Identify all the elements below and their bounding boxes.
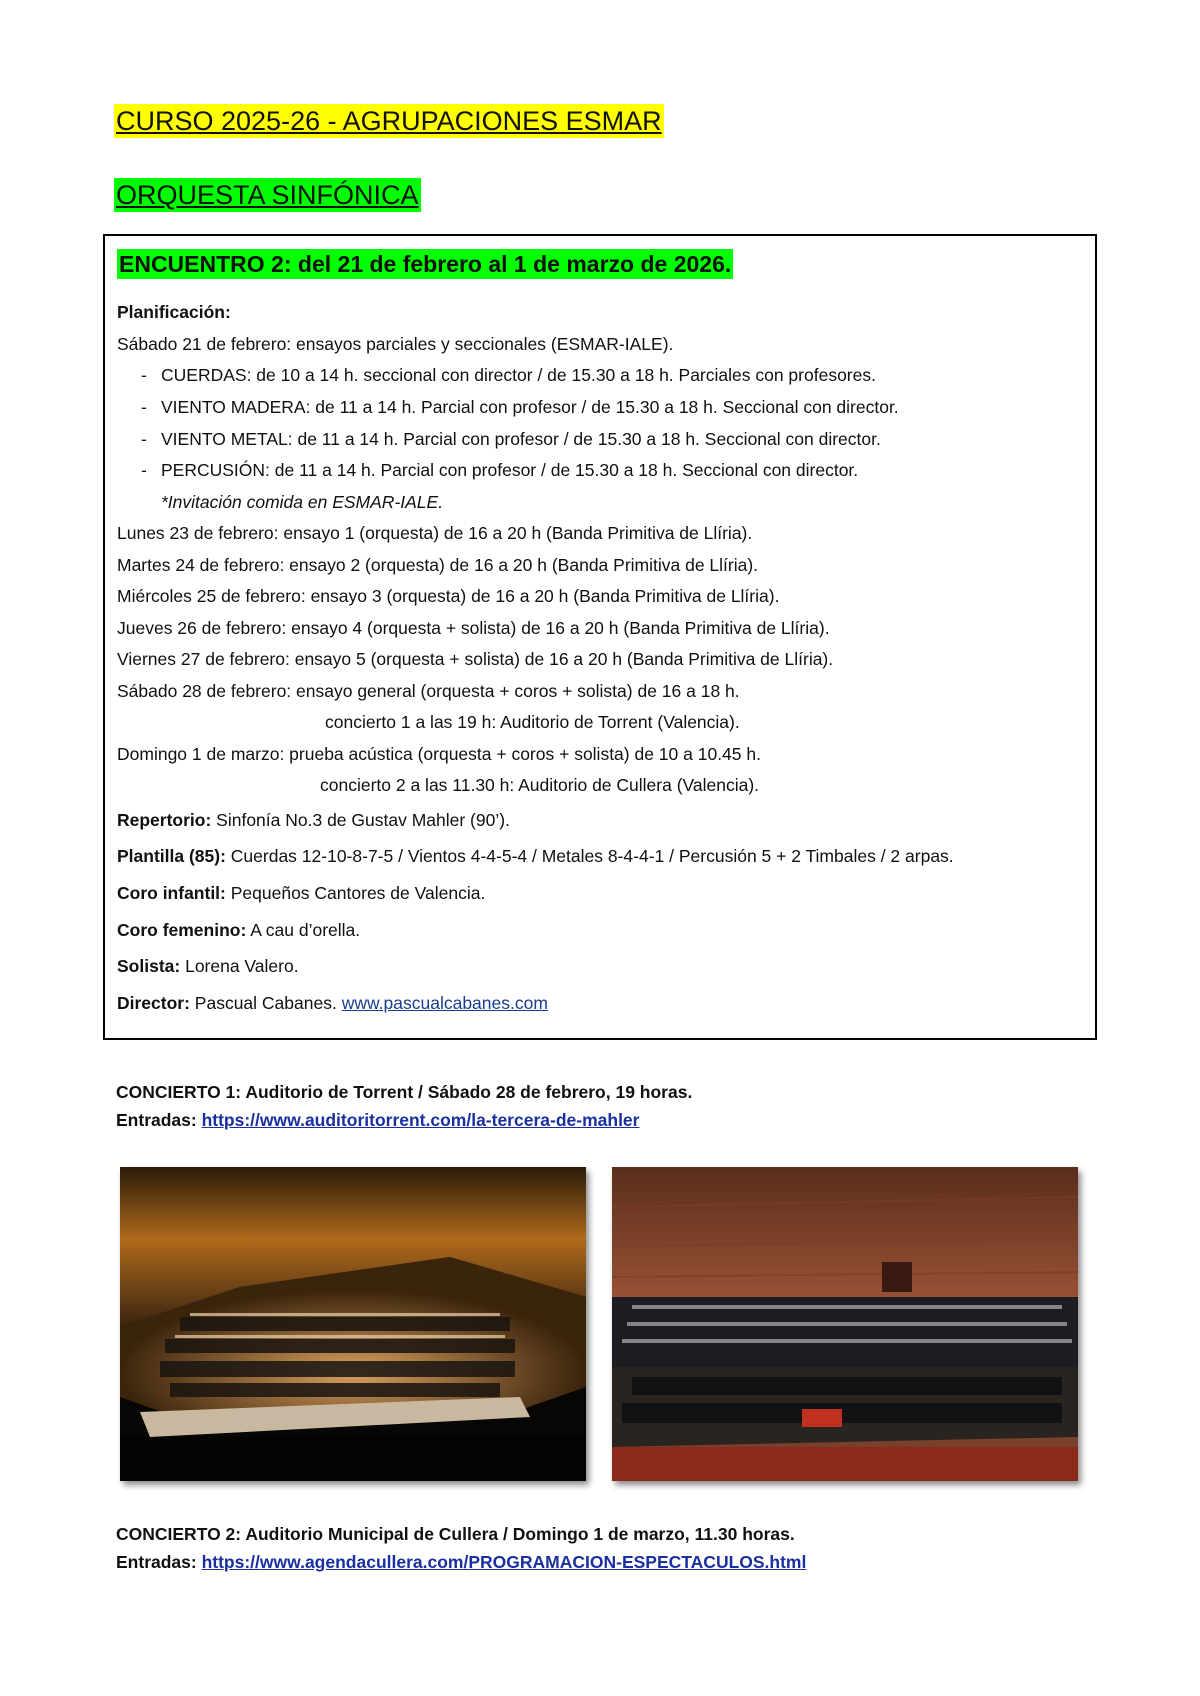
list-item: - PERCUSIÓN: de 11 a 14 h. Parcial con profesor / de 15.30 a 18 h. Seccional con director. (141, 460, 859, 480)
concert2-line: concierto 2 a las 11.30 h: Auditorio de Cullera (Valencia). (320, 775, 760, 795)
cullera-concert-photo (612, 1167, 1078, 1481)
concert2-tickets-link[interactable]: https://www.agendacullera.com/PROGRAMACION-ESPECTACULOS.html (201, 1552, 807, 1572)
staff: Plantilla (85): Cuerdas 12-10-8-7-5 / Vientos 4-4-5-4 / Metales 8-4-4-1 / Percusión 5 + 2 Timbales / 2 arpas. (117, 846, 954, 866)
concert1-line: concierto 1 a las 19 h: Auditorio de Torrent (Valencia). (325, 712, 740, 732)
planning-label: Planificación: (117, 302, 231, 322)
children-choir: Coro infantil: Pequeños Cantores de Valencia. (117, 883, 486, 903)
director-website-link[interactable]: www.pascualcabanes.com (341, 993, 548, 1013)
sunday-line: Domingo 1 de marzo: prueba acústica (orquesta + coros + solista) de 10 a 10.45 h. (117, 744, 761, 764)
rehearsal-line: Martes 24 de febrero: ensayo 2 (orquesta) de 16 a 20 h (Banda Primitiva de Llíria). (117, 555, 759, 575)
concert2-title: CONCIERTO 2: Auditorio Municipal de Cullera / Domingo 1 de marzo, 11.30 horas. (116, 1524, 795, 1544)
concert1-tickets-link[interactable]: https://www.auditoritorrent.com/la-tercera-de-mahler (201, 1110, 640, 1130)
director: Director: Pascual Cabanes. www.pascualcabanes.com (117, 993, 548, 1013)
rehearsal-line: Sábado 28 de febrero: ensayo general (orquesta + coros + solista) de 16 a 18 h. (117, 681, 740, 701)
encounter-title: ENCUENTRO 2: del 21 de febrero al 1 de marzo de 2026. (119, 251, 732, 277)
female-choir: Coro femenino: A cau d’orella. (117, 920, 361, 940)
concert1-title: CONCIERTO 1: Auditorio de Torrent / Sábado 28 de febrero, 19 horas. (116, 1082, 693, 1102)
torrent-concert-photo (120, 1167, 586, 1481)
list-item: - CUERDAS: de 10 a 14 h. seccional con director / de 15.30 a 18 h. Parciales con profesores. (141, 365, 876, 385)
course-title: CURSO 2025-26 - AGRUPACIONES ESMAR (116, 106, 662, 136)
rehearsal-line: Miércoles 25 de febrero: ensayo 3 (orquesta) de 16 a 20 h (Banda Primitiva de Llíria). (117, 586, 780, 606)
encounter-box (103, 234, 1097, 1040)
rehearsal-line: Jueves 26 de febrero: ensayo 4 (orquesta + solista) de 16 a 20 h (Banda Primitiva de Llíria). (117, 618, 830, 638)
rehearsal-line: Viernes 27 de febrero: ensayo 5 (orquesta + solista) de 16 a 20 h (Banda Primitiva de Llíria). (117, 649, 834, 669)
repertoire: Repertorio: Sinfonía No.3 de Gustav Mahler (90’). (117, 810, 510, 830)
concert2-tickets: Entradas: https://www.agendacullera.com/PROGRAMACION-ESPECTACULOS.html (116, 1552, 807, 1572)
soloist: Solista: Lorena Valero. (117, 956, 299, 976)
saturday-intro: Sábado 21 de febrero: ensayos parciales y seccionales (ESMAR-IALE). (117, 334, 674, 354)
lunch-note: *Invitación comida en ESMAR-IALE. (161, 492, 444, 512)
list-item: - VIENTO MADERA: de 11 a 14 h. Parcial con profesor / de 15.30 a 18 h. Seccional con director. (141, 397, 899, 417)
rehearsal-line: Lunes 23 de febrero: ensayo 1 (orquesta) de 16 a 20 h (Banda Primitiva de Llíria). (117, 523, 753, 543)
group-title: ORQUESTA SINFÓNICA (116, 180, 419, 210)
concert1-tickets: Entradas: https://www.auditoritorrent.com/la-tercera-de-mahler (116, 1110, 640, 1130)
list-item: - VIENTO METAL: de 11 a 14 h. Parcial con profesor / de 15.30 a 18 h. Seccional con director. (141, 429, 881, 449)
